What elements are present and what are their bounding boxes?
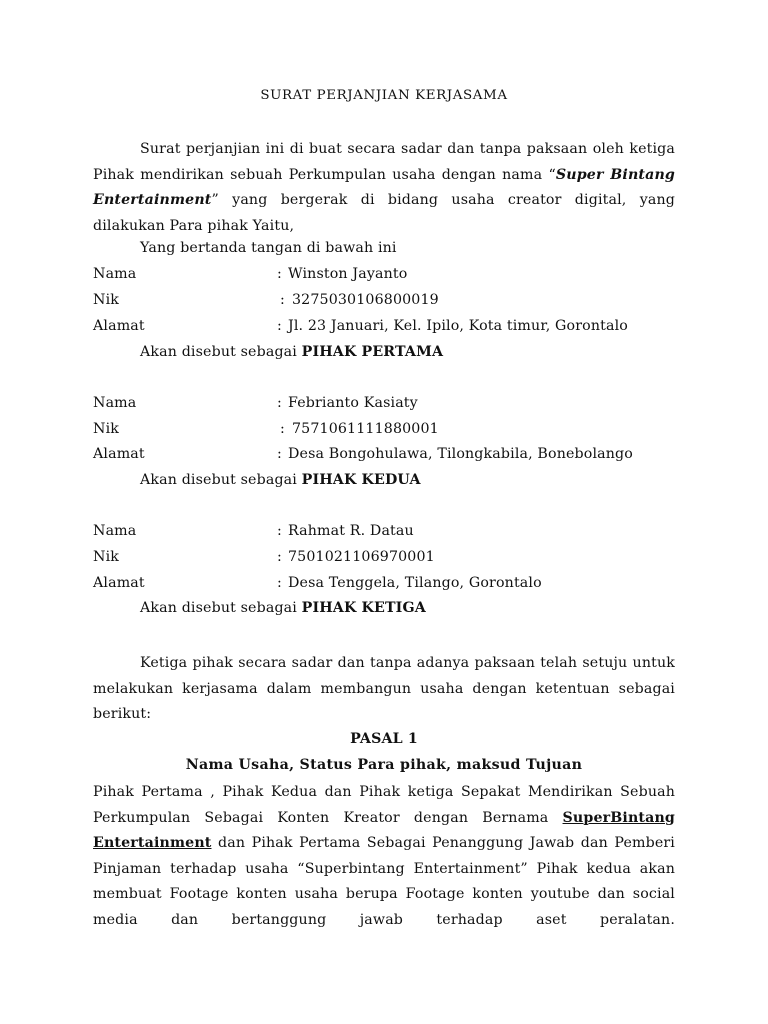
- party2-alamat-value: Desa Bongohulawa, Tilongkabila, Bonebolango: [288, 446, 633, 462]
- colon: :: [277, 266, 282, 282]
- colon: :: [277, 523, 282, 539]
- pasal-subheading: Nama Usaha, Status Para pihak, maksud Tujuan: [185, 757, 583, 773]
- document-title: SURAT PERJANJIAN KERJASAMA: [260, 88, 508, 103]
- intro-text-part2: ” yang bergerak di bidang usaha creator digital, yang dilakukan Para pihak Yaitu,: [93, 192, 675, 234]
- intro-text-part1: Surat perjanjian ini di buat secara sadar dan tanpa paksaan oleh ketiga Pihak mendirikan sebuah Perkumpulan usaha dengan nama “: [93, 141, 675, 183]
- agreement-text: Ketiga pihak secara sadar dan tanpa adanya paksaan telah setuju untuk melakukan kerjasama dalam membangun usaha dengan ketentuan sebagai berikut:: [93, 655, 675, 723]
- party1-nik-value: 3275030106800019: [292, 292, 439, 308]
- nik-label: Nik: [93, 549, 119, 565]
- party2-nik-value: 7571061111880001: [292, 421, 439, 437]
- colon: :: [280, 421, 285, 437]
- nik-label: Nik: [93, 292, 119, 308]
- alamat-label: Alamat: [93, 575, 145, 591]
- party3-alamat-value: Desa Tenggela, Tilango, Gorontalo: [288, 575, 542, 591]
- party2-nama-value: Febrianto Kasiaty: [288, 395, 418, 411]
- pasal-text-part1: Pihak Pertama , Pihak Kedua dan Pihak ketiga Sepakat Mendirikan Sebuah Perkumpulan Sebagai Konten Kreator dengan Bernama: [93, 784, 675, 826]
- party2-designation: PIHAK KEDUA: [301, 472, 421, 488]
- party2-designation-line: [140, 472, 421, 488]
- alamat-label: Alamat: [93, 318, 145, 334]
- colon: :: [277, 395, 282, 411]
- business-name: Super Bintang Entertainment: [93, 166, 675, 209]
- party1-designation: PIHAK PERTAMA: [301, 344, 444, 360]
- nama-label: Nama: [93, 266, 137, 282]
- party1-alamat-value: Jl. 23 Januari, Kel. Ipilo, Kota timur, Gorontalo: [288, 318, 628, 334]
- party3-designation: PIHAK KETIGA: [301, 600, 426, 616]
- pasal-heading: PASAL 1: [350, 731, 418, 747]
- nik-label: Nik: [93, 421, 119, 437]
- signed-line: Yang bertanda tangan di bawah ini: [140, 240, 397, 256]
- nama-label: Nama: [93, 523, 137, 539]
- colon: :: [277, 549, 282, 565]
- nama-label: Nama: [93, 395, 137, 411]
- colon: :: [277, 446, 282, 462]
- party1-nama-value: Winston Jayanto: [288, 266, 408, 282]
- referred-prefix: Akan disebut sebagai: [140, 600, 302, 616]
- party1-designation-line: [140, 344, 443, 360]
- pasal-text-part2: dan Pihak Pertama Sebagai Penanggung Jawab dan Pemberi Pinjaman terhadap usaha “Superbintang Entertainment” Pihak kedua akan membuat Footage konten usaha berupa Footage konten youtube dan social media dan bertanggung jawab terhadap aset peralatan.: [93, 835, 675, 928]
- party3-nik-value: 7501021106970001: [288, 549, 435, 565]
- colon: :: [280, 292, 285, 308]
- party3-nama-value: Rahmat R. Datau: [288, 523, 414, 539]
- referred-prefix: Akan disebut sebagai: [140, 344, 302, 360]
- intro-paragraph: [93, 137, 675, 239]
- pasal-paragraph: [93, 780, 675, 934]
- referred-prefix: Akan disebut sebagai: [140, 472, 302, 488]
- alamat-label: Alamat: [93, 446, 145, 462]
- colon: :: [277, 318, 282, 334]
- agreement-paragraph: [93, 651, 675, 728]
- party3-designation-line: [140, 600, 426, 616]
- brand-name-underlined: SuperBintang Entertainment: [93, 809, 675, 852]
- colon: :: [277, 575, 282, 591]
